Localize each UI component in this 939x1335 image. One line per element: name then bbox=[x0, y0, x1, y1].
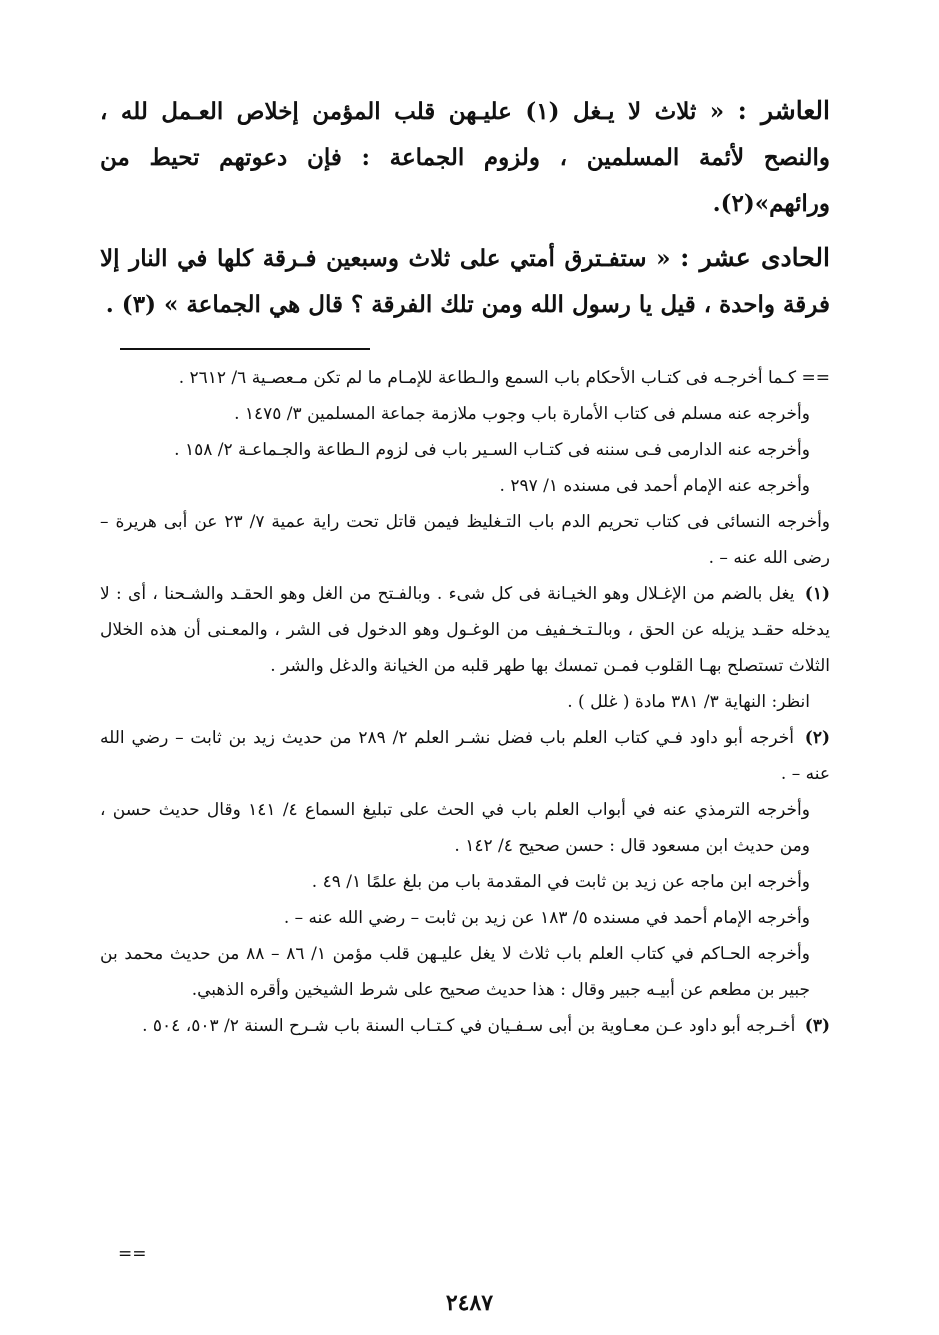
page-number: ٢٤٨٧ bbox=[445, 1290, 494, 1316]
main-paragraph-2 bbox=[100, 235, 830, 328]
footnote-continuation-line: وأخرجه عنه مسلم فى كتاب الأمارة باب وجوب ملازمة جماعة المسلمين ٣/ ١٤٧٥ . bbox=[234, 404, 810, 424]
footnotes bbox=[100, 360, 830, 1044]
paragraph-text: « ثلاث لا يـغل (١) عليـهن قلب المؤمن إخلاص العـمل لله ، والنصح لأئمة المسلمين ، ولزوم الجماعة : فإن دعوتهم تحيط من ورائهم»(٢). bbox=[100, 98, 830, 217]
footnote-number: (١) bbox=[804, 584, 831, 604]
main-text bbox=[100, 88, 830, 328]
footnote-text: أخـرجه أبو داود عـن معـاوية بن أبى سـفـيان في كـتـاب السنة باب شـرح السنة ٢/ ٥٠٣، ٥٠٤ . bbox=[142, 1016, 796, 1036]
footnote-continuation-line: وأخرجه عنه الدارمى فـى سننه فى كتـاب السـير باب فى لزوم الـطاعة والجـماعـة ٢/ ١٥٨ . bbox=[174, 440, 810, 460]
paragraph-heading: الحادى عشر : bbox=[680, 243, 830, 272]
footnote-2-line: وأخرجه الإمام أحمد في مسنده ٥/ ١٨٣ عن زيد بن ثابت – رضي الله عنه – . bbox=[283, 908, 810, 928]
footnote-3 bbox=[100, 1008, 830, 1044]
footnote-1 bbox=[100, 576, 830, 684]
footnote-2-line: وأخرجه الترمذي عنه في أبواب العلم باب في الحث على تبليغ السماع ٤/ ١٤١ وقال حديث حسن ، ومن حديث ابن مسعود قال : حسن صحيح ٤/ ١٤٢ . bbox=[100, 800, 810, 856]
footnote-number: (٣) bbox=[804, 1016, 830, 1036]
footnote-continuation-line: == كـما أخرجـه فى كتـاب الأحكام باب السمع والـطاعة للإمـام ما لم تكن مـعصـية ٦/ ٢٦١٢ . bbox=[178, 368, 830, 388]
footnote-continuation-line: وأخرجه عنه الإمام أحمد فى مسنده ١/ ٢٩٧ . bbox=[499, 476, 810, 496]
footnote-continuation-line: وأخرجه النسائى فى كتاب تحريم الدم باب التـغليظ فيمن قاتل تحت راية عمية ٧/ ٢٣ عن أبى هريرة – رضى الله عنه – . bbox=[100, 512, 831, 568]
main-paragraph-1 bbox=[100, 88, 830, 227]
page-body bbox=[100, 88, 830, 1044]
paragraph-heading: العاشر : bbox=[737, 96, 830, 125]
footnote-2-line: وأخرجه ابن ماجه عن زيد بن ثابت في المقدمة باب من بلغ علمًا ١/ ٤٩ . bbox=[311, 872, 810, 892]
footnote-separator bbox=[120, 348, 370, 350]
continued-marker: == bbox=[118, 1244, 147, 1264]
footnote-1-reference: انظر: النهاية ٣/ ٣٨١ مادة ( غلل ) . bbox=[567, 692, 810, 712]
footnote-number: (٢) bbox=[804, 728, 830, 748]
footnote-2 bbox=[100, 720, 830, 792]
paragraph-text: « ستفـترق أمتي على ثلاث وسبعين فـرقة كلها في النار إلا فرقة واحدة ، قيل يا رسول الله ومن تلك الفرقة ؟ قال هي الجماعة » (٣) . bbox=[100, 245, 830, 318]
footnote-text: يغل بالضم من الإغـلال وهو الخيـانة فى كل شىء . وبالفـتح من الغل وهو الحقـد والشـحنا ، أى : لا يدخله حقـد يزيله عن الحق ، وبالـتـخـفيف من الوغـول وهو الدخول فى الشر ، والمعـنى أن هذه الخلال الثلاث تستصلح بهـا القلوب فمـن تمسك بها طهر قلبه من الخيانة والدغل والشر . bbox=[100, 584, 830, 676]
footnote-2-line: وأخرجه الحـاكم في كتاب العلم باب ثلاث لا يغل عليـهن قلب مؤمن ١/ ٨٦ – ٨٨ من حديث محمد بن جبير بن مطعم عن أبيـه جبير وقال : هذا حديث صحيح على شرط الشيخين وأقره الذهبي. bbox=[100, 944, 810, 1000]
footnote-text: أخرجه أبو داود فـي كتاب العلم باب فضل نشـر العلم ٢/ ٢٨٩ من حديث زيد بن ثابت – رضي الله عنه – . bbox=[100, 728, 830, 784]
